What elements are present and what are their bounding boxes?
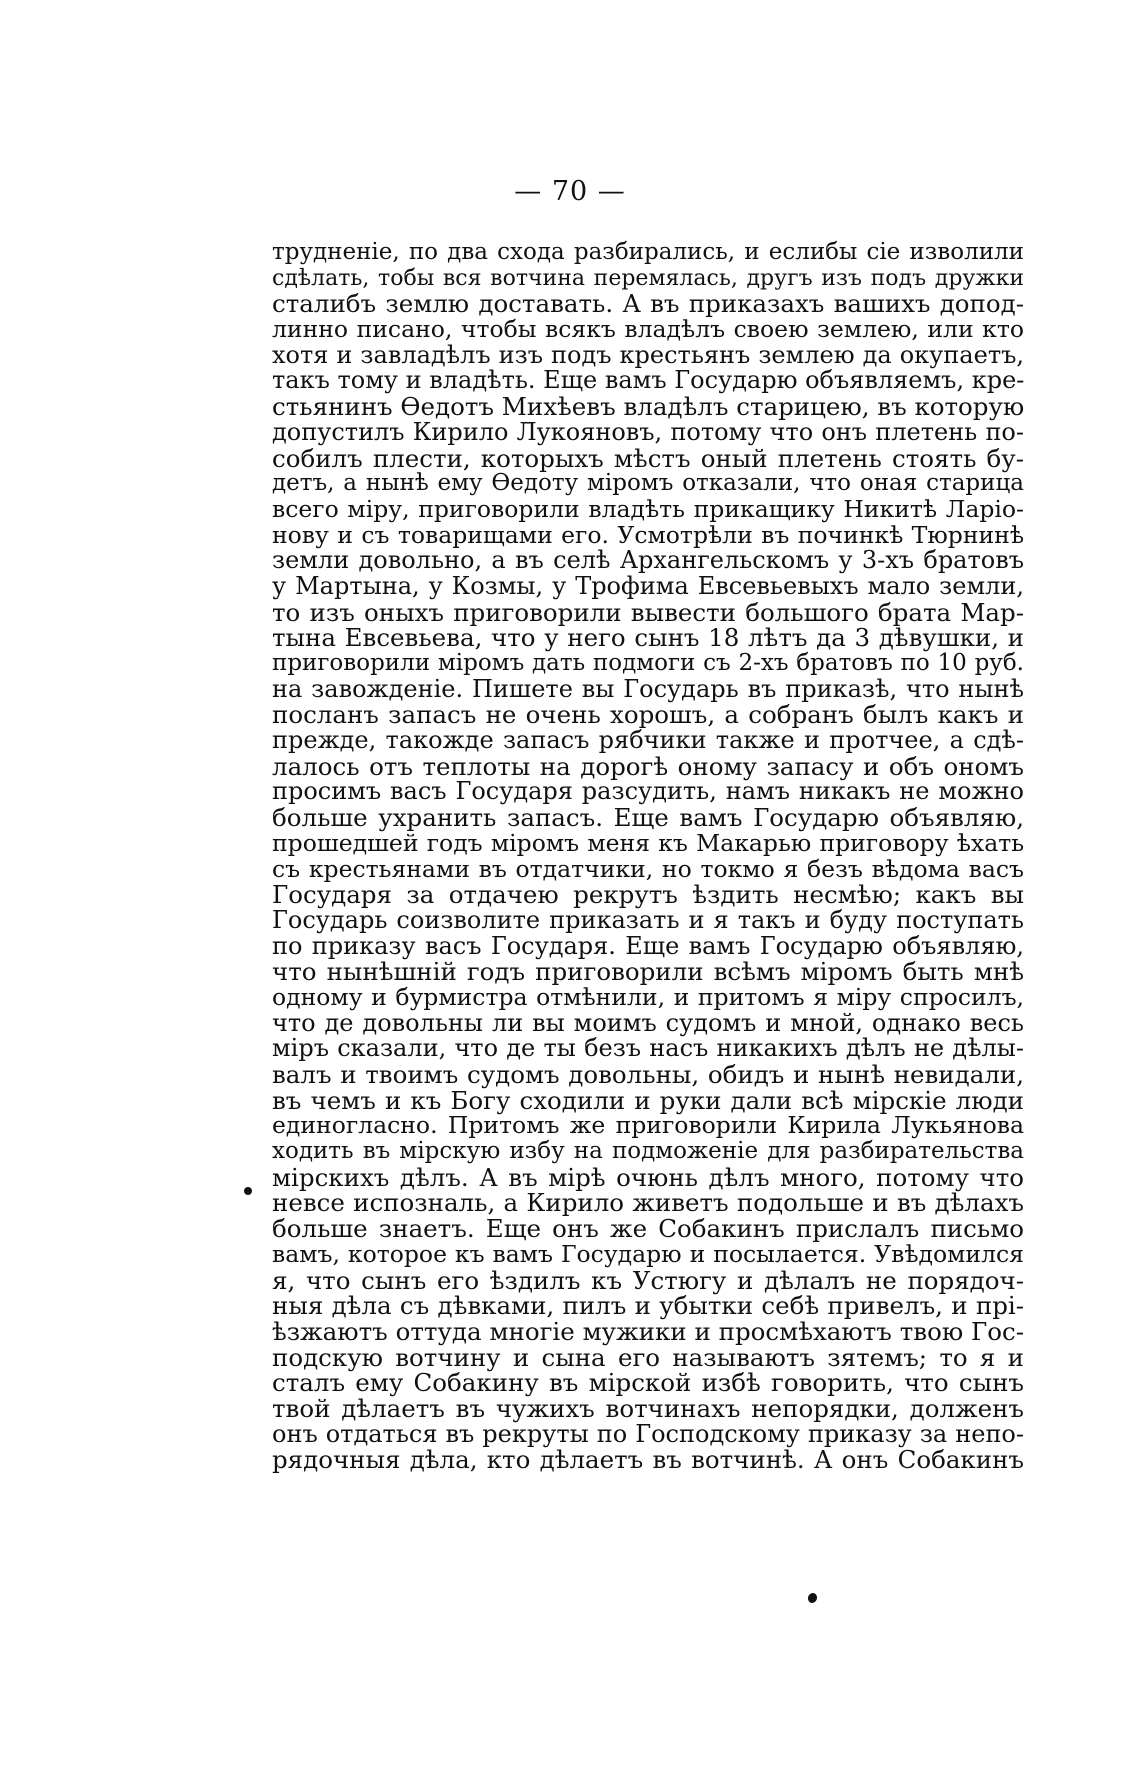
marginal-dot	[244, 1187, 252, 1195]
text-line: подскую вотчину и сына его называютъ зятемъ; то я и	[272, 1342, 1024, 1372]
text-line: одному и бурмистра отмѣнили, и притомъ я міру спросилъ,	[272, 982, 1024, 1011]
text-line: ходить въ мірскую избу на подможеніе для разбирательства	[272, 1138, 1024, 1165]
text-line: мірскихъ дѣлъ. А въ мірѣ очюнь дѣлъ много, потому что	[272, 1162, 1024, 1192]
text-line: детъ, а нынѣ ему Ѳедоту міромъ отказали, что оная старица	[272, 470, 1024, 497]
text-line: земли довольно, а въ селѣ Архангельскомъ у 3-хъ братовъ	[272, 546, 1024, 575]
text-line: линно писано, чтобы всякъ владѣлъ своею землею, или кто	[272, 315, 1024, 344]
text-line: сдѣлать, тобы вся вотчина перемялась, другъ изъ подъ дружки	[272, 265, 1024, 291]
text-line: просимъ васъ Государя разсудить, намъ никакъ не можно	[272, 777, 1024, 806]
text-line: Государь соизволите приказать и я такъ и буду поступать	[272, 905, 1024, 934]
page-number: — 70 —	[514, 176, 626, 207]
text-line: вамъ, которое къ вамъ Государю и посылается. Увѣдомился	[272, 1239, 1024, 1268]
text-line: сталибъ землю доставать. А въ приказахъ вашихъ допод-	[272, 289, 1024, 319]
text-line: на завожденіе. Пишете вы Государь въ приказѣ, что нынѣ	[272, 674, 1024, 703]
text-line: ѣзжаютъ оттуда многіе мужики и просмѣхаютъ твою Гос-	[272, 1316, 1024, 1346]
text-line: ныя дѣла съ дѣвками, пилъ и убытки себѣ привелъ, и прі-	[272, 1291, 1024, 1321]
text-line: больше знаетъ. Еще онъ же Собакинъ прислалъ письмо	[272, 1214, 1024, 1244]
ink-speck	[807, 1592, 819, 1604]
text-line: я, что сынъ его ѣздилъ къ Устюгу и дѣлалъ не порядоч-	[272, 1265, 1024, 1295]
text-line: собилъ плести, которыхъ мѣстъ оный плетень стоять бу-	[272, 443, 1024, 473]
text-line: то изъ оныхъ приговорили вывести большого брата Мар-	[272, 597, 1024, 627]
text-line: единогласно. Притомъ же приговорили Кирила Лукьянова	[272, 1111, 1024, 1140]
text-line: у Мартына, у Козмы, у Трофима Евсевьевыхъ мало земли,	[272, 571, 1024, 600]
text-line: онъ отдаться въ рекруты по Господскому приказу за непо-	[272, 1419, 1024, 1448]
text-line: лалось отъ теплоты на дорогѣ оному запасу и объ ономъ	[272, 751, 1024, 781]
text-line: рядочныя дѣла, кто дѣлаетъ въ вотчинѣ. А онъ Собакинъ	[272, 1445, 1024, 1475]
text-line: по приказу васъ Государя. Еще вамъ Государю объявляю,	[272, 931, 1024, 960]
text-line: въ чемъ и къ Богу сходили и руки дали всѣ мірскіе люди	[272, 1085, 1024, 1115]
text-line: приговорили міромъ дать подмоги съ 2-хъ братовъ по 10 руб.	[272, 650, 1024, 676]
text-line: такъ тому и владѣть. Еще вамъ Государю объявляемъ, кре-	[272, 366, 1025, 395]
text-line: что де довольны ли вы моимъ судомъ и мной, однако весь	[272, 1008, 1024, 1037]
text-line: нову и съ товарищами его. Усмотрѣли въ починкѣ Тюрнинѣ	[272, 520, 1024, 549]
body-text	[272, 240, 1024, 1473]
text-line: невсе испозналь, а Кирило живетъ подольше и въ дѣлахъ	[272, 1188, 1024, 1218]
text-line: тына Евсевьева, что у него сынъ 18 лѣтъ да 3 дѣвушки, и	[272, 623, 1024, 653]
text-line: прошедшей годъ міромъ меня къ Макарью приговору ѣхать	[272, 828, 1024, 857]
text-line: больше ухранить запасъ. Еще вамъ Государю объявляю,	[272, 803, 1024, 833]
text-line: допустилъ Кирило Лукояновъ, потому что онъ плетень по-	[272, 417, 1024, 446]
text-line: что нынѣшній годъ приговорили всѣмъ міромъ быть мнѣ	[272, 957, 1024, 987]
text-line: стьянинъ Ѳедотъ Михѣевъ владѣлъ старицею, въ которую	[272, 392, 1025, 422]
text-line: прежде, такожде запасъ рябчики также и протчее, а сдѣ-	[272, 726, 1024, 755]
text-line: посланъ запасъ не очень хорошъ, а собранъ былъ какъ и	[272, 700, 1024, 730]
text-line: сталъ ему Собакину въ мірской избѣ говорить, что сынъ	[272, 1368, 1024, 1398]
text-line: валъ и твоимъ судомъ довольны, обидъ и нынѣ невидали,	[272, 1060, 1024, 1089]
text-line: трудненіе, по два схода разбирались, и еслибы сіе изволили	[272, 239, 1024, 265]
text-line: съ крестьянами въ отдатчики, но токмо я безъ вѣдома васъ	[272, 854, 1024, 883]
text-line: Государя за отдачею рекрутъ ѣздить несмѣю; какъ вы	[272, 880, 1024, 910]
text-line: міръ сказали, что де ты безъ насъ никакихъ дѣлъ не дѣлы-	[272, 1034, 1024, 1063]
text-line: твой дѣлаетъ въ чужихъ вотчинахъ непорядки, долженъ	[272, 1393, 1024, 1423]
text-line: всего міру, приговорили владѣть прикащику Никитѣ Ларіо-	[272, 494, 1024, 523]
text-line: хотя и завладѣлъ изъ подъ крестьянъ землею да окупаетъ,	[272, 340, 1024, 369]
